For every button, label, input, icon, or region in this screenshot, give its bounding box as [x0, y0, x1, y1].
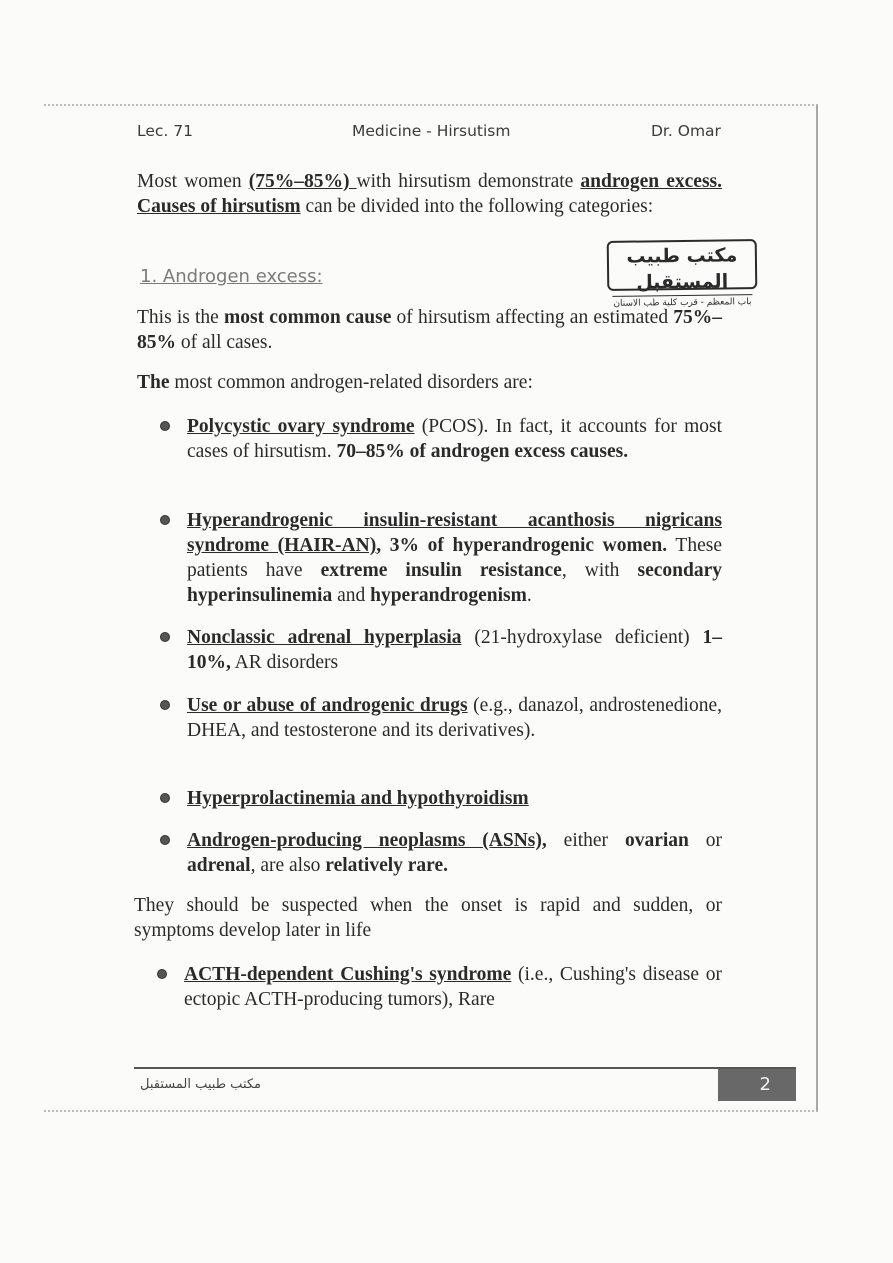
disorder-list-drugs [160, 693, 722, 743]
disorder-list-ncah [160, 625, 722, 675]
page-number: 2 [718, 1069, 796, 1101]
list-item: Hyperandrogenic insulin-resistant acanthosis nigricans syndrome (HAIR-AN), 3% of hyperandrogenic women. These patients have extreme insulin resistance, with secondary hyperinsulinemia and hyperandrogenism. [160, 508, 722, 608]
disorder-list-hairan [160, 508, 722, 608]
bullet-icon [160, 793, 170, 803]
paragraph-disorders-intro: The most common androgen-related disorders are: [137, 372, 533, 393]
lecture-number: Lec. 71 [137, 122, 193, 140]
bullet-icon [160, 515, 170, 525]
stamp-title: مكتب طبيب المستقبل [626, 244, 738, 294]
disorder-list-pcos [160, 414, 722, 464]
office-stamp [607, 239, 758, 309]
disorder-list-hyperprolactinemia [160, 786, 722, 811]
bullet-icon [157, 969, 167, 979]
percent-range: (75%–85%) [248, 171, 357, 192]
page-subject: Medicine - Hirsutism [352, 122, 511, 140]
list-item: Hyperprolactinemia and hypothyroidism [160, 786, 722, 811]
list-item: ACTH-dependent Cushing's syndrome (i.e., Cushing's disease or ectopic ACTH-producing tumors), Rare [157, 962, 722, 1012]
paragraph-suspected-onset: They should be suspected when the onset is rapid and sudden, or symptoms develop later in life [134, 895, 722, 941]
disorder-list-acth [157, 962, 722, 1012]
bullet-icon [160, 700, 170, 710]
list-item: Androgen-producing neoplasms (ASNs), either ovarian or adrenal, are also relatively rare. [160, 828, 722, 878]
causes-term: Causes of hirsutism [137, 196, 301, 217]
footer-office-name: مكتب طبيب المستقبل [140, 1077, 262, 1092]
list-item: Polycystic ovary syndrome (PCOS). In fact, it accounts for most cases of hirsutism. 70–85% of androgen excess causes. [160, 414, 722, 464]
author-name: Dr. Omar [651, 122, 721, 140]
section-heading-androgen-excess: 1. Androgen excess: [140, 266, 323, 287]
bullet-icon [160, 632, 170, 642]
paragraph-most-common-cause: This is the most common cause of hirsutism affecting an estimated 75%–85% of all cases. [137, 307, 722, 353]
list-item: Nonclassic adrenal hyperplasia (21-hydroxylase deficient) 1–10%, AR disorders [160, 625, 722, 675]
disorder-list-neoplasms [160, 828, 722, 878]
footer-divider [134, 1067, 796, 1069]
androgen-excess-term: androgen excess. [580, 171, 723, 192]
intro-paragraph: Most women (75%–85%) with hirsutism demonstrate androgen excess. Causes of hirsutism can be divided into the following categories: [137, 171, 723, 217]
list-item: Use or abuse of androgenic drugs (e.g., danazol, androstenedione, DHEA, and testosterone and its derivatives). [160, 693, 722, 743]
stamp-subtitle: باب المعظم - قرب كلية طب الاسنان [612, 294, 752, 311]
bullet-icon [160, 835, 170, 845]
bullet-icon [160, 421, 170, 431]
